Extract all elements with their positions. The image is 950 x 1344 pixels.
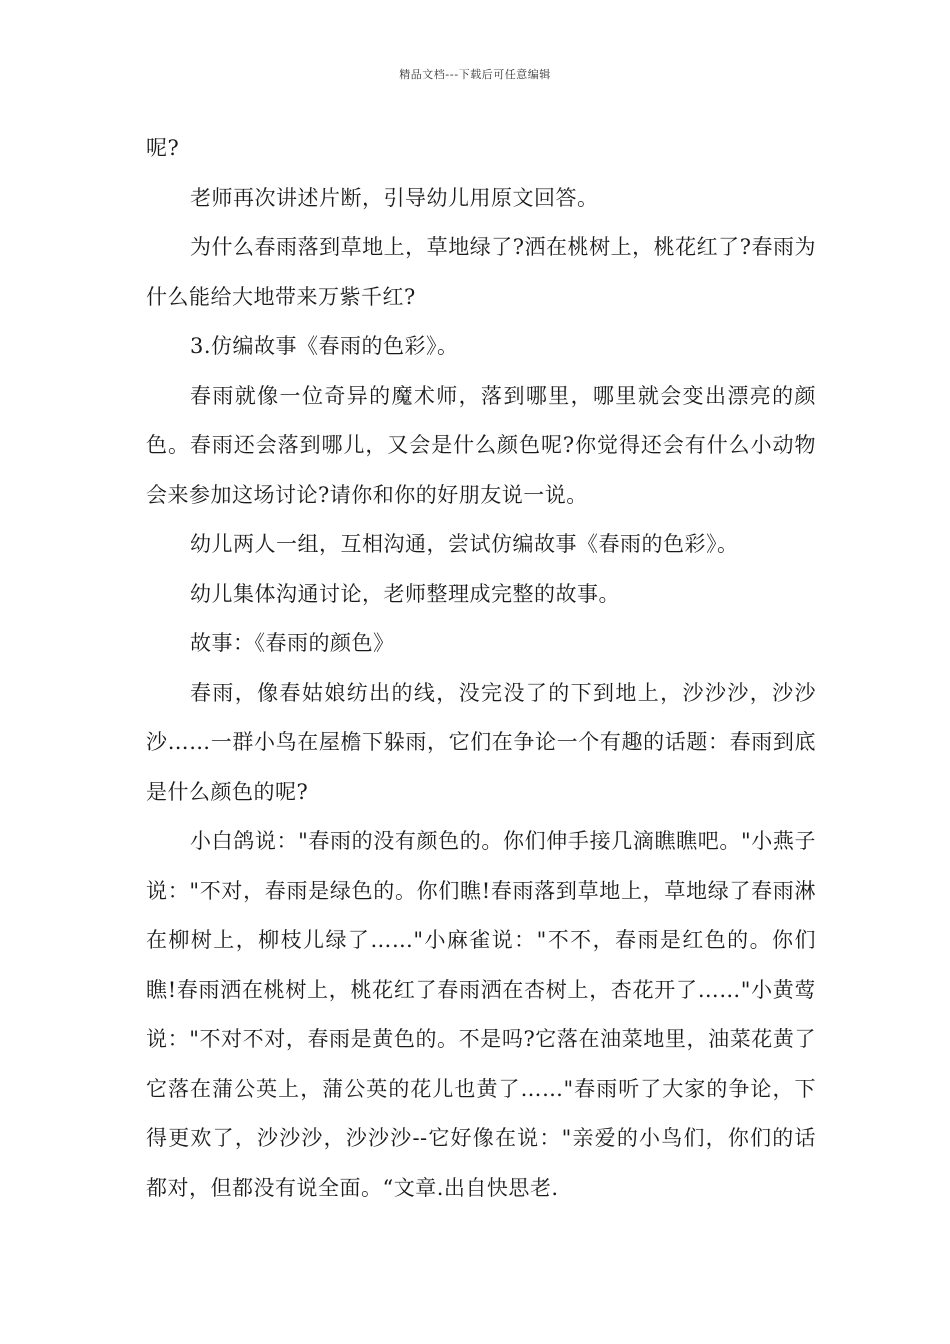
paragraph: 幼儿集体沟通讨论，老师整理成完整的故事。 bbox=[190, 581, 620, 606]
document-body bbox=[146, 124, 816, 1213]
paragraph: 老师再次讲述片断，引导幼儿用原文回答。 bbox=[190, 185, 599, 210]
paragraph: 为什么春雨落到草地上，草地绿了?洒在桃树上，桃花红了?春雨为什么能给大地带来万紫千红? bbox=[146, 235, 816, 309]
paragraph: 春雨，像春姑娘纺出的线，没完没了的下到地上，沙沙沙，沙沙沙……一群小鸟在屋檐下躲雨，它们在争论一个有趣的话题：春雨到底是什么颜色的呢? bbox=[146, 680, 816, 804]
paragraph: 幼儿两人一组，互相沟通，尝试仿编故事《春雨的色彩》。 bbox=[190, 532, 739, 556]
page-header: 精品文档---下载后可任意编辑 bbox=[399, 68, 551, 81]
paragraph: 呢? bbox=[146, 136, 180, 160]
paragraph: 小白鸽说："春雨的没有颜色的。你们伸手接几滴瞧瞧吧。"小燕子说："不对，春雨是绿色的。你们瞧!春雨落到草地上，草地绿了春雨淋在柳树上，柳枝儿绿了……"小麻雀说："不不，春雨是红色的。你们瞧!春雨洒在桃树上，桃花红了春雨洒在杏树上，杏花开了……"小黄莺说："不对不对，春雨是黄色的。不是吗?它落在油菜地里，油菜花黄了它落在蒲公英上，蒲公英的花儿也黄了……"春雨听了大家的争论，下得更欢了，沙沙沙，沙沙沙--它好像在说："亲爱的小鸟们，你们的话都对，但都没有说全面。“文章.出自快思老. bbox=[146, 829, 816, 1200]
section-heading: 3.仿编故事《春雨的色彩》。 bbox=[190, 334, 459, 358]
paragraph: 春雨就像一位奇异的魔术师，落到哪里，哪里就会变出漂亮的颜色。春雨还会落到哪儿，又会是什么颜色呢?你觉得还会有什么小动物会来参加这场讨论?请你和你的好朋友说一说。 bbox=[146, 383, 816, 507]
story-title: 故事：《春雨的颜色》 bbox=[190, 631, 395, 655]
